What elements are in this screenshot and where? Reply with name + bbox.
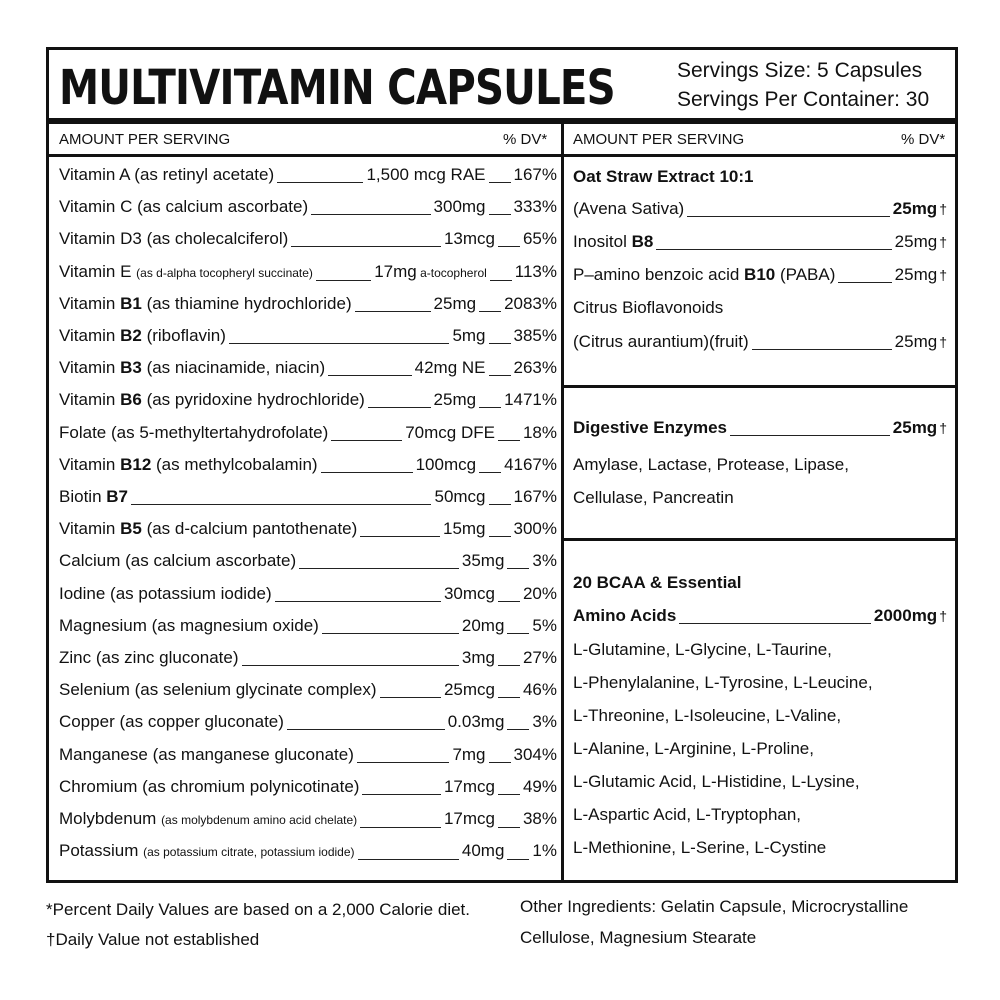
leader-line [242, 665, 459, 666]
nutrient-code: B2 [120, 326, 142, 345]
nutrient-source: (as potassium citrate, potassium iodide) [143, 845, 355, 860]
nutrient-dv: 167% [513, 487, 557, 506]
leader-line [368, 407, 431, 408]
nutrient-row [59, 194, 557, 220]
digestive-line: Amylase, Lactase, Protease, Lipase, [573, 455, 849, 474]
dagger-mark: † [939, 608, 947, 624]
nutrient-dv: 263% [513, 358, 557, 378]
right-amount-header: AMOUNT PER SERVING [573, 131, 745, 148]
header-divider [49, 154, 955, 157]
nutrient-source: (as thiamine hydrochloride) [141, 293, 352, 313]
oat-straw-title: Oat Straw Extract 10:1 [573, 167, 754, 186]
leader-line [498, 440, 520, 441]
nutrient-row [59, 838, 557, 865]
nutrient-dv: 1% [532, 841, 557, 861]
nutrient-dv: 333% [513, 197, 557, 217]
leader-line [479, 311, 501, 312]
nutrient-dv: 2083% [504, 293, 557, 313]
citrus-title: Citrus Bioflavonoids [573, 298, 724, 317]
nutrient-source: (as retinyl acetate) [134, 165, 275, 184]
nutrient-row [59, 742, 557, 768]
leader-line [498, 665, 520, 666]
nutrient-amount-unit: a-tocopherol [416, 265, 487, 280]
amino-line: L-Threonine, L-Isoleucine, L-Valine, [573, 706, 842, 725]
nutrient-dv: 5% [532, 615, 557, 635]
citrus-source: (Citrus aurantium)(fruit) [573, 332, 749, 351]
nutrient-amount: 40mg [461, 841, 505, 861]
nutrient-source: (as manganese gluconate) [152, 744, 354, 764]
product-title: MULTIVITAMIN CAPSULES [59, 60, 615, 116]
nutrient-dv: 167% [513, 165, 557, 184]
leader-line [316, 280, 371, 281]
paba-suffix: (PABA) [775, 265, 836, 284]
nutrient-name: Manganese [59, 744, 153, 764]
right-dv-header: % DV* [901, 131, 946, 148]
oat-straw-row [573, 196, 947, 222]
leader-line [507, 568, 529, 569]
nutrient-amount: 13mcg [443, 229, 495, 249]
nutrient-amount: 3mg [461, 648, 495, 667]
nutrient-row [59, 484, 557, 510]
paba-row [573, 262, 947, 288]
dagger-mark: † [939, 334, 947, 350]
nutrient-dv: 113% [514, 261, 557, 281]
nutrient-amount: 50mcg [434, 487, 486, 506]
leader-line [328, 375, 411, 376]
left-amount-header: AMOUNT PER SERVING [59, 131, 231, 148]
nutrient-dv: 49% [522, 776, 557, 796]
nutrient-source: (as zinc gluconate) [95, 648, 239, 667]
leader-line [489, 375, 511, 376]
nutrient-source: (riboflavin) [141, 326, 226, 345]
nutrient-row [59, 420, 557, 446]
leader-line [498, 697, 520, 698]
nutrient-amount: 17mg [374, 261, 417, 281]
nutrient-amount: 7mg [452, 744, 486, 764]
nutrient-dv: 27% [522, 648, 557, 667]
nutrient-source: (as selenium glycinate complex) [134, 680, 377, 700]
nutrient-row [59, 323, 557, 349]
nutrient-row [59, 613, 557, 639]
nutrient-name: Vitamin [59, 293, 121, 313]
nutrient-amount: 35mg [461, 551, 505, 571]
nutrient-row [59, 226, 557, 252]
serving-size: Servings Size: 5 Capsules [677, 59, 923, 82]
leader-line [479, 472, 501, 473]
nutrient-row [59, 162, 557, 188]
nutrient-name: Iodine [59, 583, 111, 603]
dagger-footnote: †Daily Value not established [46, 930, 260, 949]
nutrient-name: Vitamin [59, 454, 121, 474]
leader-line [275, 601, 441, 602]
nutrient-name: Selenium [59, 680, 135, 700]
nutrient-name: Biotin [59, 487, 107, 506]
servings-per-container: Servings Per Container: 30 [677, 88, 930, 111]
leader-line [362, 794, 441, 795]
amino-line: L-Aspartic Acid, L-Tryptophan, [573, 805, 802, 824]
nutrient-name: Molybdenum [59, 809, 162, 828]
nutrient-dv: 65% [522, 229, 557, 249]
leader-line [498, 246, 520, 247]
nutrient-name: Zinc [59, 648, 96, 667]
leader-line [479, 407, 501, 408]
nutrient-source: (as magnesium oxide) [151, 615, 319, 635]
leader-line [507, 729, 529, 730]
inositol-code: B8 [631, 232, 654, 251]
oat-straw-source: (Avena Sativa) [573, 199, 685, 218]
leader-line [489, 182, 511, 183]
nutrient-amount: 300mg [433, 197, 486, 217]
amino-line: L-Alanine, L-Arginine, L-Proline, [573, 739, 814, 758]
column-divider [561, 124, 564, 880]
nutrient-row [59, 806, 557, 833]
leader-line [498, 827, 520, 828]
nutrient-dv: 4167% [504, 454, 557, 474]
nutrient-source: (as calcium ascorbate) [137, 197, 309, 217]
leader-line [656, 249, 891, 250]
dagger-mark: † [939, 201, 947, 217]
nutrient-amount: 0.03mg [447, 712, 505, 732]
leader-line [490, 280, 512, 281]
leader-line [687, 216, 890, 217]
nutrient-code: B12 [120, 454, 152, 474]
supplement-facts-panel [46, 47, 958, 883]
nutrient-dv: 3% [532, 551, 557, 571]
nutrient-source: (as niacinamide, niacin) [141, 358, 326, 378]
nutrient-amount: 5mg [452, 326, 486, 345]
nutrient-code: B6 [120, 390, 142, 410]
nutrient-row [59, 645, 557, 671]
dagger-mark: † [939, 234, 947, 250]
other-ingredients-line: Other Ingredients: Gelatin Capsule, Microcrystalline [520, 897, 909, 916]
dv-footnote: *Percent Daily Values are based on a 2,000 Calorie diet. [46, 900, 470, 919]
nutrient-name: Chromium [59, 776, 143, 796]
amino-line: L-Phenylalanine, L-Tyrosine, L-Leucine, [573, 673, 873, 692]
leader-line [489, 343, 511, 344]
nutrient-name: Vitamin E [59, 261, 137, 281]
nutrient-amount: 25mg [433, 390, 477, 410]
nutrient-amount: 20mg [461, 615, 505, 635]
nutrient-amount: 17mcg [443, 776, 495, 796]
nutrient-dv: 304% [513, 744, 557, 764]
nutrient-name: Vitamin [59, 390, 121, 410]
leader-line [311, 214, 430, 215]
left-dv-header: % DV* [503, 131, 548, 148]
nutrient-name: Folate [59, 422, 111, 442]
amino-line: L-Methionine, L-Serine, L-Cystine [573, 838, 827, 857]
nutrient-amount: 25mcg [443, 680, 495, 700]
nutrient-row [59, 452, 557, 478]
leader-line [838, 282, 891, 283]
nutrient-source: (as d-alpha tocopheryl succinate) [136, 265, 313, 280]
nutrient-code: B7 [106, 487, 128, 506]
nutrient-dv: 18% [522, 422, 557, 442]
section-divider [564, 385, 955, 388]
nutrient-code: B5 [120, 519, 142, 539]
inositol-row [573, 229, 947, 255]
paba-amount: 25mg [894, 265, 938, 284]
nutrient-source: (as copper gluconate) [119, 712, 284, 732]
nutrient-dv: 300% [513, 519, 557, 539]
serving-info [677, 56, 929, 114]
leader-line [291, 246, 441, 247]
nutrient-amount: 15mg [442, 519, 486, 539]
dagger-mark: † [939, 267, 947, 283]
amino-title-2: Amino Acids [573, 606, 677, 625]
nutrient-dv: 20% [522, 583, 557, 603]
amino-title: 20 BCAA & Essential [573, 573, 742, 592]
leader-line [299, 568, 459, 569]
leader-line [131, 504, 432, 505]
nutrient-amount: 1,500 mcg RAE [366, 165, 486, 184]
leader-line [357, 762, 450, 763]
nutrient-row [59, 387, 557, 413]
amino-row [573, 603, 947, 629]
nutrient-code: B1 [120, 293, 142, 313]
nutrient-name: Vitamin C [59, 197, 138, 217]
citrus-row [573, 329, 947, 355]
nutrient-name: Copper [59, 712, 120, 732]
nutrient-source: (as molybdenum amino acid chelate) [161, 813, 358, 827]
nutrient-amount: 70mcg DFE [405, 422, 495, 442]
nutrient-source: (as pyridoxine hydrochloride) [141, 390, 365, 410]
dagger-mark: † [939, 420, 947, 436]
nutrient-source: (as cholecalciferol) [146, 229, 289, 249]
leader-line [507, 859, 529, 860]
nutrient-name: Vitamin [59, 358, 121, 378]
nutrient-dv: 38% [522, 809, 557, 828]
nutrient-amount: 30mcg [443, 583, 495, 603]
leader-line [507, 633, 529, 634]
leader-line [489, 536, 511, 537]
nutrient-name: Calcium [59, 551, 126, 571]
paba-code: B10 [744, 265, 776, 284]
leader-line [498, 794, 520, 795]
nutrient-dv: 385% [513, 326, 557, 345]
paba-name: P–amino benzoic acid [573, 265, 745, 284]
nutrient-name: Potassium [59, 841, 144, 861]
digestive-line: Cellulase, Pancreatin [573, 488, 734, 507]
amino-amount: 2000mg [873, 606, 938, 625]
leader-line [287, 729, 445, 730]
nutrient-name: Magnesium [59, 615, 152, 635]
leader-line [360, 827, 441, 828]
nutrient-amount: 100mcg [415, 454, 477, 474]
digestive-title: Digestive Enzymes [573, 418, 728, 437]
nutrient-source: (as calcium ascorbate) [125, 551, 297, 571]
leader-line [679, 623, 871, 624]
other-ingredients-line: Cellulose, Magnesium Stearate [520, 928, 757, 947]
oat-straw-amount: 25mg [892, 199, 938, 218]
nutrient-amount: 25mg [433, 293, 477, 313]
inositol-amount: 25mg [894, 232, 938, 251]
nutrient-row [59, 355, 557, 381]
leader-line [321, 472, 413, 473]
nutrient-dv: 1471% [504, 390, 557, 410]
nutrient-row [59, 259, 557, 286]
digestive-row [573, 415, 947, 441]
amino-line: L-Glutamic Acid, L-Histidine, L-Lysine, [573, 772, 860, 791]
nutrient-name: Vitamin [59, 519, 121, 539]
leader-line [277, 182, 363, 183]
nutrient-source: (as potassium iodide) [110, 583, 272, 603]
nutrient-source: (as 5-methyltertahydrofolate) [110, 422, 329, 442]
leader-line [380, 697, 441, 698]
leader-line [730, 435, 890, 436]
inositol-name: Inositol [573, 232, 632, 251]
nutrient-dv: 46% [522, 680, 557, 700]
nutrient-source: (as methylcobalamin) [151, 454, 318, 474]
digestive-amount: 25mg [892, 418, 938, 437]
nutrient-row [59, 709, 557, 735]
leader-line [331, 440, 402, 441]
nutrient-row [59, 291, 557, 317]
nutrient-name: Vitamin [59, 326, 121, 345]
citrus-amount: 25mg [894, 332, 938, 351]
nutrient-row [59, 677, 557, 703]
leader-line [229, 343, 450, 344]
leader-line [322, 633, 459, 634]
nutrient-amount: 42mg NE [414, 358, 486, 378]
nutrient-row [59, 774, 557, 800]
nutrient-amount: 17mcg [443, 809, 495, 828]
leader-line [752, 349, 892, 350]
nutrient-row [59, 548, 557, 574]
leader-line [489, 214, 511, 215]
nutrient-code: B3 [120, 358, 142, 378]
leader-line [489, 762, 511, 763]
nutrient-source: (as d-calcium pantothenate) [141, 519, 358, 539]
amino-line: L-Glutamine, L-Glycine, L-Taurine, [573, 640, 832, 659]
section-divider [564, 538, 955, 541]
leader-line [360, 536, 440, 537]
nutrient-source: (as chromium polynicotinate) [142, 776, 360, 796]
leader-line [358, 859, 459, 860]
nutrient-name: Vitamin D3 [59, 229, 147, 249]
nutrient-name: Vitamin A [59, 165, 135, 184]
leader-line [355, 311, 431, 312]
nutrient-dv: 3% [532, 712, 557, 732]
leader-line [498, 601, 520, 602]
nutrient-row [59, 516, 557, 542]
leader-line [489, 504, 511, 505]
nutrient-row [59, 581, 557, 607]
